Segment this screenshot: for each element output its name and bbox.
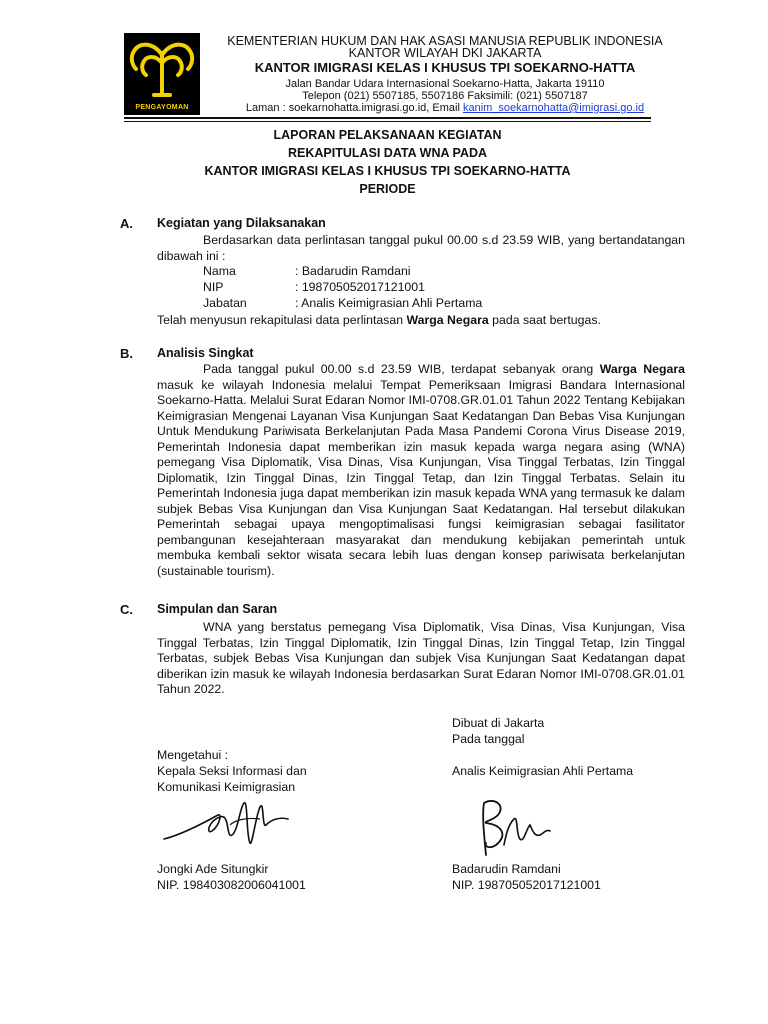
ministry-logo (124, 33, 200, 115)
section-b-letter: B. (120, 346, 133, 361)
section-c-body: WNA yang berstatus pemegang Visa Diplomatik, Visa Dinas, Visa Kunjungan, Visa Tinggal Terbatas, Izin Tinggal Diplomatik, Izin Tinggal Dinas, Izin Tinggal Tetap, Izin Tinggal Terbatas, subjek Bebas Visa Kunjungan dan subjek Visa Kunjungan Saat Kedatangan dapat diberikan izin masuk ke wilayah Indonesia berdasarkan Surat Edaran Nomor IMI-0708.GR.01.01 Tahun 2022. (157, 620, 685, 696)
section-b-post: masuk ke wilayah Indonesia melalui Tempat Pemeriksaan Imigrasi Bandara Internasional Soekarno-Hatta. Melalui Surat Edaran Nomor IMI-0708.GR.01.01 Tahun 2022 Tentang Kebijakan Keimigrasian Mengenai Layanan Visa Kunjungan Saat Kedatangan Dan Bebas Visa Kunjungan Untuk Mendukung Pariwisata Berkelanjutan Pada Masa Pandemi Corona Virus Disease 2019, Pemerintah Indonesia dapat memberikan izin masuk kepada warga negara asing (WNA) pemegang Visa Diplomatik, Visa Dinas, Visa Kunjungan, Visa Tinggal Terbatas, Izin Tinggal Diplomatik, Izin Tinggal Dinas, Izin Tinggal Tetap, dan Izin Tinggal Terbatas. Selain itu Pemerintah Indonesia juga dapat memberikan izin masuk kepada WNA yang termasuk ke dalam subjek Bebas Visa Kunjungan dan Visa Kunjungan Saat Kedatangan. Hal tersebut dilakukan Pemerintah sebagai upaya mengoptimalisasi fungsi keimigrasian sebagai fasilitator pembangunan kesejahteraan masyarakat dan mendukung kebijakan pemerintah untuk membuka kembali sektor wisata secara lebih luas dengan konsep pariwisata berkelanjutan (sustainable tourism). (157, 377, 685, 578)
acknowledged-label: Mengetahui : (157, 748, 229, 762)
field-value-nip: : 198705052017121001 (295, 280, 425, 294)
section-b-body (157, 362, 685, 579)
field-label-jabatan: Jabatan (203, 296, 247, 310)
right-role: Analis Keimigrasian Ahli Pertama (452, 764, 634, 778)
office-web (210, 102, 680, 114)
email-link[interactable]: kanim_soekarnohatta@imigrasi.go.id (462, 102, 645, 114)
section-b-heading: Analisis Singkat (157, 346, 254, 360)
header-rule (124, 117, 651, 119)
field-value-nama: : Badarudin Ramdani (295, 264, 411, 278)
right-signer-nip: NIP. 198705052017121001 (452, 878, 601, 892)
ministry-name: KEMENTERIAN HUKUM DAN HAK ASASI MANUSIA REPUBLIK INDONESIA (227, 34, 663, 48)
report-title-line2: REKAPITULASI DATA WNA PADA (287, 146, 488, 160)
logo-label: PENGAYOMAN (135, 104, 189, 111)
report-title-line1: LAPORAN PELAKSANAAN KEGIATAN (273, 128, 502, 142)
office-name: KANTOR IMIGRASI KELAS I KHUSUS TPI SOEKARNO-HATTA (254, 60, 636, 75)
right-signer-name: Badarudin Ramdani (452, 862, 561, 876)
left-signer-nip: NIP. 198403082006041001 (157, 878, 306, 892)
section-b-bold: Warga Negara (599, 362, 685, 376)
regional-office: KANTOR WILAYAH DKI JAKARTA (348, 46, 542, 60)
closing-post: pada saat bertugas. (488, 313, 601, 327)
field-label-nip: NIP (203, 280, 224, 294)
pengayoman-tree-icon (124, 33, 200, 103)
left-signature-image (160, 795, 310, 857)
section-a-letter: A. (120, 216, 133, 231)
left-role-line2: Komunikasi Keimigrasian (157, 780, 296, 794)
sign-date: Pada tanggal (452, 732, 525, 746)
field-label-nama: Nama (203, 264, 236, 278)
closing-pre: Telah menyusun rekapitulasi data perlintasan (157, 313, 407, 327)
section-a-closing (157, 313, 601, 329)
section-c-letter: C. (120, 602, 133, 617)
web-prefix: Laman : soekarnohatta.imigrasi.go.id, Email (245, 102, 463, 114)
header-rule-thin (124, 121, 651, 122)
sign-place: Dibuat di Jakarta (452, 716, 545, 730)
right-signature-image (468, 795, 558, 861)
closing-bold: Warga Negara (406, 313, 489, 327)
section-c-heading: Simpulan dan Saran (157, 602, 278, 616)
office-address: Jalan Bandar Udara Internasional Soekarno-Hatta, Jakarta 19110 (285, 78, 605, 90)
report-title-line4: PERIODE (359, 182, 416, 196)
left-signer-name: Jongki Ade Situngkir (157, 862, 269, 876)
section-b-pre: Pada tanggal pukul 00.00 s.d 23.59 WIB, terdapat sebanyak orang (203, 362, 600, 376)
section-a-intro: Berdasarkan data perlintasan tanggal pukul 00.00 s.d 23.59 WIB, yang bertandatangan dibawah ini : (157, 233, 685, 263)
left-role-line1: Kepala Seksi Informasi dan (157, 764, 307, 778)
section-a-heading: Kegiatan yang Dilaksanakan (157, 216, 326, 230)
report-title-line3: KANTOR IMIGRASI KELAS I KHUSUS TPI SOEKARNO-HATTA (204, 164, 571, 178)
field-value-jabatan: : Analis Keimigrasian Ahli Pertama (295, 296, 483, 310)
office-phone: Telepon (021) 5507185, 5507186 Faksimili: (021) 5507187 (302, 90, 588, 102)
